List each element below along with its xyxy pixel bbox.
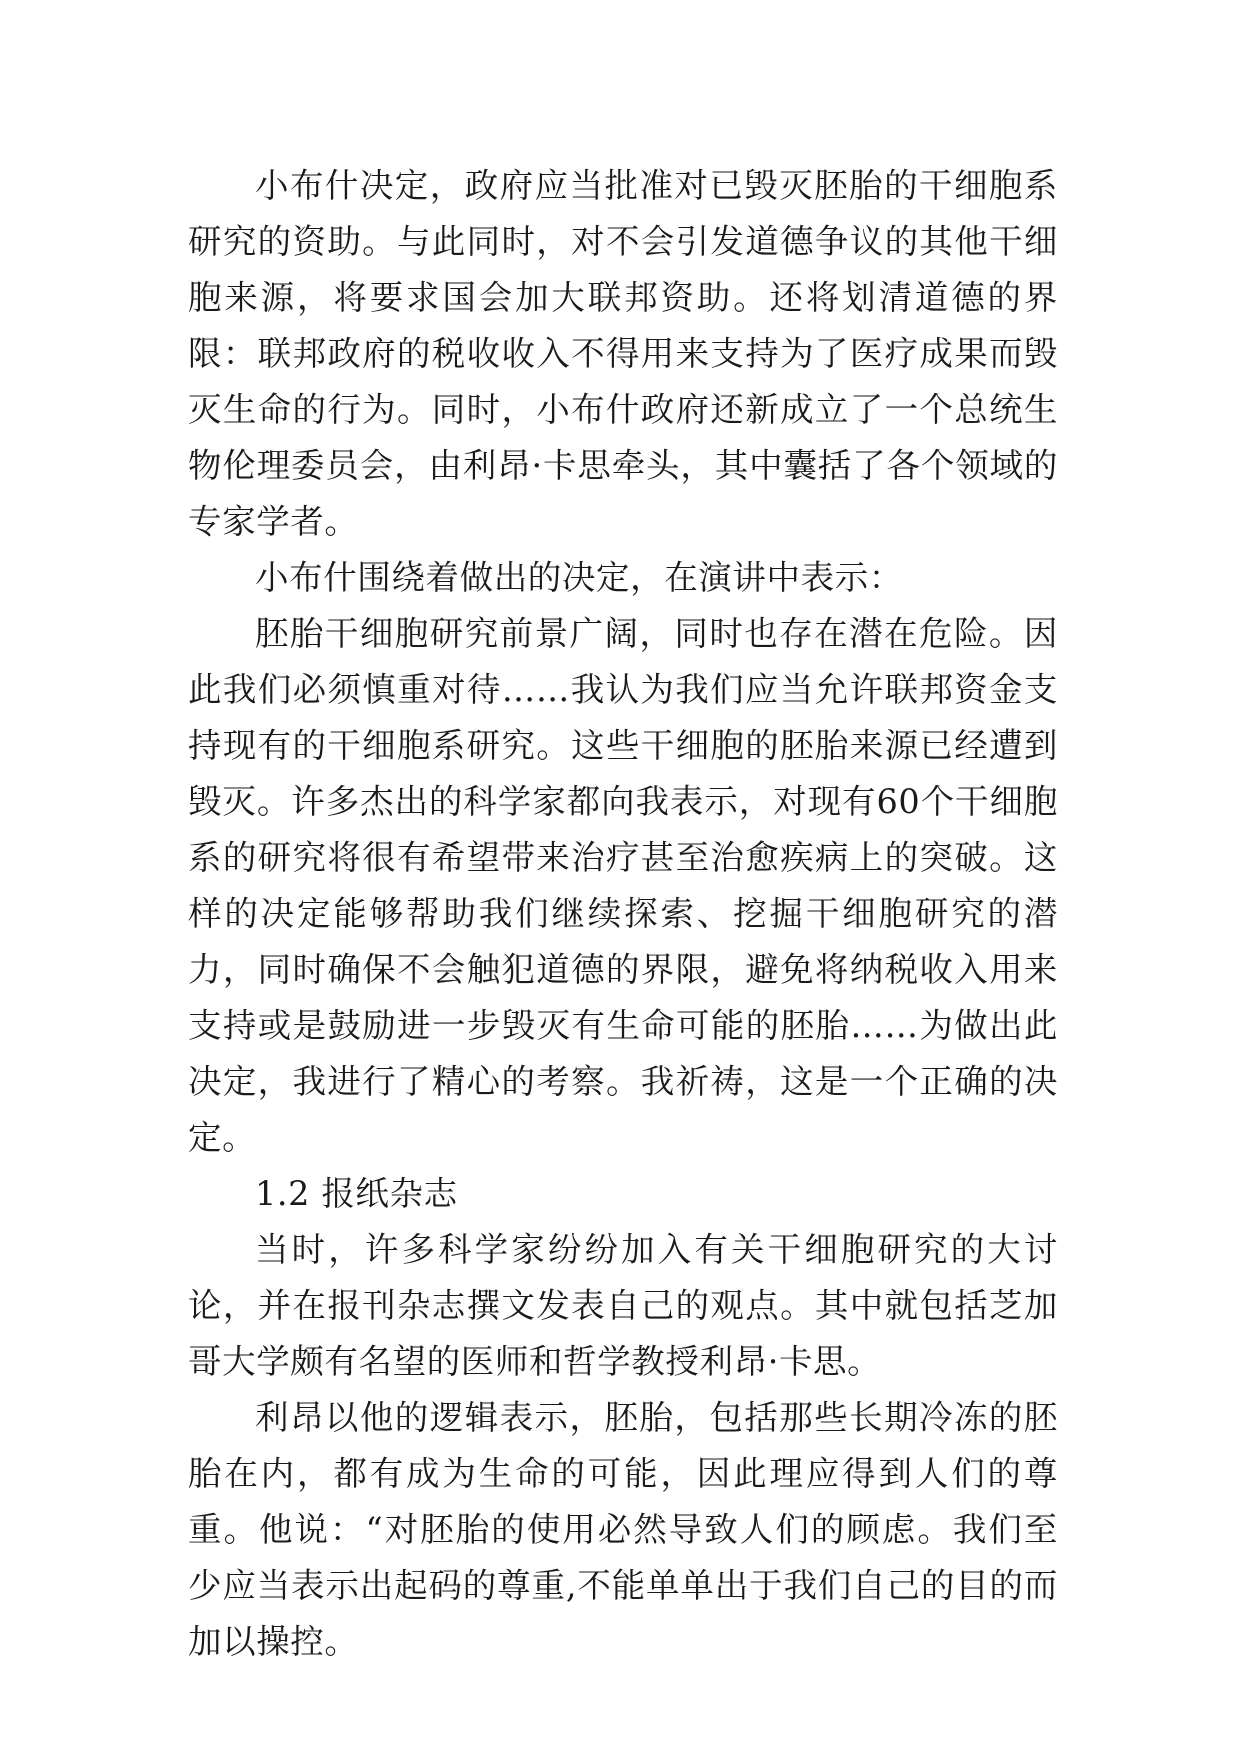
section-heading-newspapers: 1.2 报纸杂志 — [255, 1174, 458, 1213]
paragraph-speech-intro: 小布什围绕着做出的决定，在演讲中表示： — [255, 558, 903, 597]
paragraph-leon-kass-view: 利昂以他的逻辑表示，胚胎，包括那些长期冷冻的胚胎在内，都有成为生命的可能，因此理应得到人们的尊重。他说：“对胚胎的使用必然导致人们的顾虑。我们至少应当表示出起码的尊重,不能单单出于我们自己的目的而加以操控。 — [188, 1398, 1058, 1661]
paragraph-bush-decision: 小布什决定，政府应当批准对已毁灭胚胎的干细胞系研究的资助。与此同时，对不会引发道德争议的其他干细胞来源，将要求国会加大联邦资助。还将划清道德的界限：联邦政府的税收收入不得用来支持为了医疗成果而毁灭生命的行为。同时，小布什政府还新成立了一个总统生物伦理委员会，由利昂·卡思牵头，其中囊括了各个领域的专家学者。 — [188, 166, 1058, 541]
paragraph-scientists-discussion: 当时，许多科学家纷纷加入有关干细胞研究的大讨论，并在报刊杂志撰文发表自己的观点。其中就包括芝加哥大学颇有名望的医师和哲学教授利昂·卡思。 — [188, 1230, 1058, 1381]
body-text — [188, 158, 1058, 1670]
paragraph-speech-quote: 胚胎干细胞研究前景广阔，同时也存在潜在危险。因此我们必须慎重对待……我认为我们应当允许联邦资金支持现有的干细胞系研究。这些干细胞的胚胎来源已经遭到毁灭。许多杰出的科学家都向我表示，对现有60个干细胞系的研究将很有希望带来治疗甚至治愈疾病上的突破。这样的决定能够帮助我们继续探索、挖掘干细胞研究的潜力，同时确保不会触犯道德的界限，避免将纳税收入用来支持或是鼓励进一步毁灭有生命可能的胚胎……为做出此决定，我进行了精心的考察。我祈祷，这是一个正确的决定。 — [188, 614, 1058, 1157]
